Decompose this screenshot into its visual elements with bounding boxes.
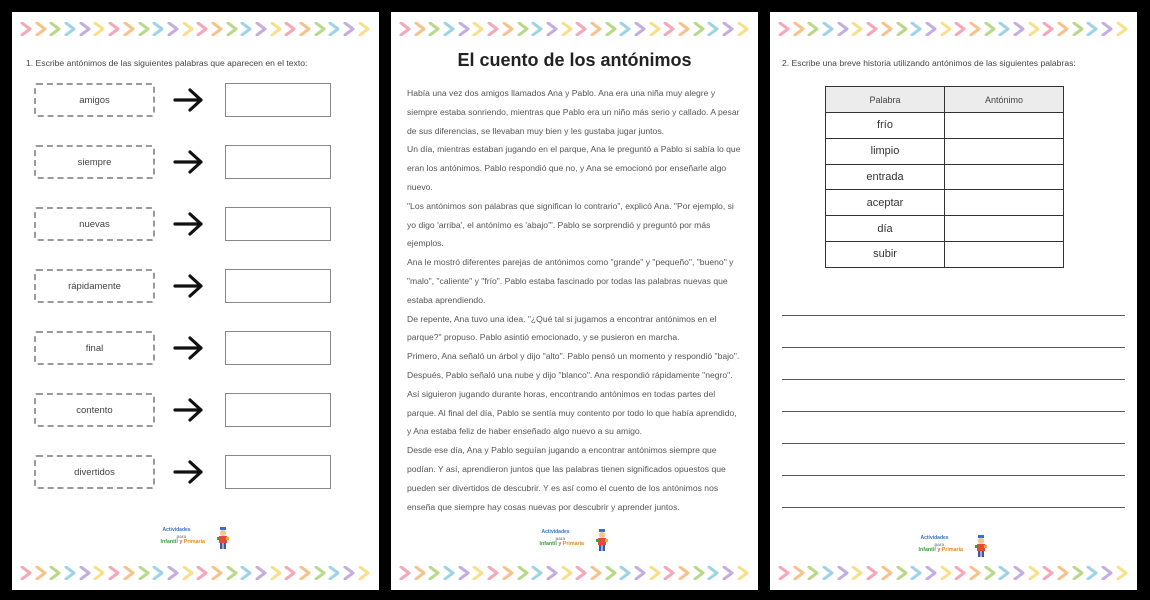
chevron-icon: [722, 566, 735, 580]
word-box: rápidamente: [34, 269, 155, 303]
arrow-right-icon: [172, 334, 206, 362]
antonym-row: [12, 331, 379, 365]
chevron-icon: [649, 566, 662, 580]
chevron-icon: [998, 22, 1011, 36]
word-cell: subir: [826, 241, 945, 267]
word-cell: entrada: [826, 164, 945, 190]
arrow-right-icon: [172, 458, 206, 486]
chevron-icon: [531, 566, 544, 580]
story-paragraph: Primero, Ana señaló un árbol y dijo "alto". Pablo pensó un momento y respondió "bajo". Después, Pablo señaló una nube y dijo "blanco". Ana respondió rápidamente "negro".: [407, 351, 740, 380]
table-header-word: Palabra: [826, 87, 945, 113]
chevron-icon: [851, 22, 864, 36]
chevron-icon: [881, 22, 894, 36]
chevron-icon: [866, 566, 879, 580]
chevron-icon: [590, 22, 603, 36]
school-logo: Actividades para Infantil y Primaria: [161, 526, 231, 552]
chevron-icon: [693, 566, 706, 580]
chevron-icon: [910, 22, 923, 36]
antonym-cell[interactable]: [945, 216, 1064, 242]
chevron-icon: [737, 22, 750, 36]
chevron-icon: [546, 566, 559, 580]
chevron-icon: [1028, 22, 1041, 36]
antonym-row: [12, 393, 379, 427]
chevron-icon: [152, 566, 165, 580]
chevron-icon: [358, 566, 371, 580]
chevron-icon: [1013, 22, 1026, 36]
chevron-icon: [984, 566, 997, 580]
arrow-right-icon: [172, 210, 206, 238]
writing-line[interactable]: [782, 411, 1125, 412]
chevron-icon: [807, 566, 820, 580]
chevron-icon: [969, 22, 982, 36]
chevron-icon: [793, 22, 806, 36]
chevron-icon: [458, 566, 471, 580]
chevron-icon: [414, 22, 427, 36]
chevron-icon: [1072, 566, 1085, 580]
chevron-icon: [49, 566, 62, 580]
page1-instruction: 1. Escribe antónimos de las siguientes palabras que aparecen en el texto:: [26, 58, 308, 68]
antonym-table: [825, 86, 1064, 268]
story-paragraph: Así siguieron jugando durante horas, encontrando antónimos en todas partes del parque. Al final del día, Pablo se sentía muy contento por todo lo que había aprendido, y Ana estaba feliz de haber enseñado algo nuevo a su amigo.: [407, 388, 737, 437]
chevron-icon: [35, 22, 48, 36]
chevron-icon: [314, 22, 327, 36]
chevron-icon: [123, 22, 136, 36]
chevron-icon: [1057, 566, 1070, 580]
word-cell: día: [826, 216, 945, 242]
chevron-icon: [707, 22, 720, 36]
chevron-icon: [79, 566, 92, 580]
chevron-icon: [561, 22, 574, 36]
chevron-icon: [1086, 566, 1099, 580]
chevron-icon: [284, 22, 297, 36]
chevron-icon: [358, 22, 371, 36]
chevron-icon: [793, 566, 806, 580]
antonym-cell[interactable]: [945, 164, 1064, 190]
story-paragraph: De repente, Ana tuvo una idea. "¿Qué tal si jugamos a encontrar antónimos en el parque?" propuso. Pablo asintió emocionado, y se pusieron en marcha.: [407, 313, 717, 343]
antonym-cell[interactable]: [945, 241, 1064, 267]
arrow-right-icon: [172, 272, 206, 300]
chevron-icon: [314, 566, 327, 580]
table-row: [826, 113, 1064, 139]
chevron-icon: [343, 22, 356, 36]
chevron-icon: [502, 22, 515, 36]
writing-line[interactable]: [782, 507, 1125, 508]
writing-line[interactable]: [782, 475, 1125, 476]
chevron-icon: [196, 566, 209, 580]
chevron-icon: [1057, 22, 1070, 36]
chevron-icon: [502, 566, 515, 580]
chevron-icon: [969, 566, 982, 580]
chevron-icon: [1072, 22, 1085, 36]
chevron-icon: [954, 22, 967, 36]
answer-box[interactable]: [225, 331, 331, 365]
word-box: contento: [34, 393, 155, 427]
chevron-icon: [925, 22, 938, 36]
chevron-icon: [517, 566, 530, 580]
chevron-icon: [138, 22, 151, 36]
chevron-icon: [575, 22, 588, 36]
antonym-row: [12, 455, 379, 489]
chevron-icon: [64, 22, 77, 36]
writing-line[interactable]: [782, 347, 1125, 348]
answer-box[interactable]: [225, 83, 331, 117]
chevron-icon: [910, 566, 923, 580]
chevron-icon: [1028, 566, 1041, 580]
chevron-icon: [399, 22, 412, 36]
writing-line[interactable]: [782, 379, 1125, 380]
chevron-icon: [487, 22, 500, 36]
answer-box[interactable]: [225, 207, 331, 241]
kid-mascot-icon: [215, 526, 231, 550]
chevron-icon: [255, 22, 268, 36]
chevron-border-top: [20, 22, 371, 36]
antonym-row: [12, 83, 379, 117]
story-paragraph: Ana le mostró diferentes parejas de antónimos como "grande" y "pequeño", "bueno" y "malo", "caliente" y "frío". Pablo estaba fascinado por todas las palabras nuevas que estaba aprendiendo.: [407, 257, 734, 305]
word-cell: aceptar: [826, 190, 945, 216]
chevron-icon: [737, 566, 750, 580]
chevron-icon: [925, 566, 938, 580]
chevron-icon: [299, 566, 312, 580]
answer-box[interactable]: [225, 269, 331, 303]
story-paragraph: "Los antónimos son palabras que significan lo contrario", explicó Ana. "Por ejemplo, si yo digo 'arriba', el antónimo es 'abajo'". Pablo se sorprendió y preguntó por más ejemplos.: [407, 200, 734, 249]
story-paragraph: Había una vez dos amigos llamados Ana y Pablo. Ana era una niña muy alegre y siempre estaba sonriendo, mientras que Pablo era un niño más serio y callado. A pesar de sus diferencias, se llevaban muy bien y les gustaba jugar juntos.: [407, 88, 740, 136]
chevron-icon: [182, 22, 195, 36]
chevron-icon: [722, 22, 735, 36]
worksheet-page-2: [391, 12, 758, 590]
chevron-icon: [837, 22, 850, 36]
chevron-icon: [851, 566, 864, 580]
chevron-icon: [226, 566, 239, 580]
chevron-icon: [299, 22, 312, 36]
chevron-icon: [954, 566, 967, 580]
table-row: [826, 164, 1064, 190]
chevron-icon: [196, 22, 209, 36]
chevron-icon: [108, 566, 121, 580]
word-box: amigos: [34, 83, 155, 117]
chevron-icon: [428, 22, 441, 36]
worksheet-page-3: [770, 12, 1137, 590]
chevron-icon: [678, 22, 691, 36]
chevron-icon: [605, 566, 618, 580]
chevron-icon: [634, 22, 647, 36]
word-cell: limpio: [826, 138, 945, 164]
chevron-icon: [64, 566, 77, 580]
chevron-icon: [79, 22, 92, 36]
chevron-icon: [240, 22, 253, 36]
chevron-icon: [663, 566, 676, 580]
chevron-icon: [399, 566, 412, 580]
chevron-icon: [20, 566, 33, 580]
chevron-icon: [663, 22, 676, 36]
chevron-icon: [1101, 22, 1114, 36]
chevron-icon: [984, 22, 997, 36]
worksheet-page-1: [12, 12, 379, 590]
chevron-icon: [108, 22, 121, 36]
word-box: divertidos: [34, 455, 155, 489]
chevron-icon: [1086, 22, 1099, 36]
story-paragraph: Un día, mientras estaban jugando en el parque, Ana le preguntó a Pablo si sabía lo que eran los antónimos. Pablo respondió que no, y Ana se emocionó por enseñarle algo nuevo.: [407, 144, 741, 192]
chevron-icon: [546, 22, 559, 36]
chevron-icon: [1013, 566, 1026, 580]
chevron-icon: [93, 22, 106, 36]
chevron-icon: [240, 566, 253, 580]
chevron-icon: [881, 566, 894, 580]
chevron-icon: [255, 566, 268, 580]
chevron-border-top: [778, 22, 1129, 36]
chevron-icon: [619, 566, 632, 580]
writing-line[interactable]: [782, 315, 1125, 316]
chevron-icon: [561, 566, 574, 580]
page3-instruction: 2. Escribe una breve historia utilizando antónimos de las siguientes palabras:: [782, 58, 1076, 68]
chevron-icon: [182, 566, 195, 580]
chevron-icon: [634, 566, 647, 580]
answer-box[interactable]: [225, 455, 331, 489]
chevron-icon: [226, 22, 239, 36]
chevron-icon: [49, 22, 62, 36]
chevron-icon: [152, 22, 165, 36]
chevron-icon: [678, 566, 691, 580]
chevron-icon: [270, 566, 283, 580]
table-row: [826, 190, 1064, 216]
word-box: nuevas: [34, 207, 155, 241]
story-title: El cuento de los antónimos: [457, 50, 692, 70]
antonym-cell[interactable]: [945, 113, 1064, 139]
chevron-icon: [807, 22, 820, 36]
antonym-row: [12, 145, 379, 179]
chevron-icon: [20, 22, 33, 36]
chevron-icon: [35, 566, 48, 580]
arrow-right-icon: [172, 396, 206, 424]
chevron-border-bottom: [778, 566, 1129, 580]
chevron-border-top: [399, 22, 750, 36]
table-row: [826, 216, 1064, 242]
antonym-cell[interactable]: [945, 138, 1064, 164]
table-row: [826, 138, 1064, 164]
antonym-row: [12, 207, 379, 241]
chevron-icon: [649, 22, 662, 36]
chevron-icon: [822, 22, 835, 36]
chevron-icon: [1042, 22, 1055, 36]
chevron-icon: [428, 566, 441, 580]
school-logo: Actividades para Infantil y Primaria: [919, 534, 989, 560]
chevron-icon: [778, 22, 791, 36]
chevron-icon: [1116, 566, 1129, 580]
chevron-icon: [123, 566, 136, 580]
school-logo: Actividades para Infantil y Primaria: [540, 528, 610, 554]
chevron-icon: [896, 22, 909, 36]
chevron-icon: [487, 566, 500, 580]
chevron-icon: [343, 566, 356, 580]
chevron-icon: [472, 22, 485, 36]
chevron-icon: [575, 566, 588, 580]
chevron-icon: [822, 566, 835, 580]
table-row: [826, 241, 1064, 267]
word-box: siempre: [34, 145, 155, 179]
chevron-border-bottom: [20, 566, 371, 580]
answer-box[interactable]: [225, 145, 331, 179]
chevron-icon: [443, 22, 456, 36]
chevron-icon: [619, 22, 632, 36]
table-header-antonym: Antónimo: [945, 87, 1064, 113]
answer-box[interactable]: [225, 393, 331, 427]
chevron-icon: [211, 22, 224, 36]
chevron-icon: [517, 22, 530, 36]
writing-line[interactable]: [782, 443, 1125, 444]
chevron-icon: [1042, 566, 1055, 580]
chevron-icon: [328, 566, 341, 580]
chevron-icon: [1101, 566, 1114, 580]
chevron-border-bottom: [399, 566, 750, 580]
antonym-row: [12, 269, 379, 303]
chevron-icon: [837, 566, 850, 580]
chevron-icon: [138, 566, 151, 580]
chevron-icon: [167, 22, 180, 36]
chevron-icon: [167, 566, 180, 580]
chevron-icon: [414, 566, 427, 580]
word-box: final: [34, 331, 155, 365]
chevron-icon: [778, 566, 791, 580]
story-paragraph: Desde ese día, Ana y Pablo seguían jugando a encontrar antónimos siempre que podían. Y así, aprendieron juntos que las palabras tienen significados opuestos que pueden ser divertidos de descubrir. Y es así como el cuento de los antónimos nos enseña que siempre hay cosas nuevas por descubrir y aprender juntos.: [407, 445, 726, 512]
chevron-icon: [270, 22, 283, 36]
kid-mascot-icon: [594, 528, 610, 552]
chevron-icon: [93, 566, 106, 580]
chevron-icon: [998, 566, 1011, 580]
chevron-icon: [472, 566, 485, 580]
chevron-icon: [211, 566, 224, 580]
word-cell: frío: [826, 113, 945, 139]
chevron-icon: [328, 22, 341, 36]
chevron-icon: [458, 22, 471, 36]
arrow-right-icon: [172, 148, 206, 176]
kid-mascot-icon: [973, 534, 989, 558]
chevron-icon: [707, 566, 720, 580]
arrow-right-icon: [172, 86, 206, 114]
chevron-icon: [284, 566, 297, 580]
chevron-icon: [531, 22, 544, 36]
chevron-icon: [896, 566, 909, 580]
antonym-cell[interactable]: [945, 190, 1064, 216]
chevron-icon: [693, 22, 706, 36]
chevron-icon: [443, 566, 456, 580]
chevron-icon: [866, 22, 879, 36]
chevron-icon: [605, 22, 618, 36]
story-text: [407, 84, 742, 516]
chevron-icon: [1116, 22, 1129, 36]
chevron-icon: [940, 566, 953, 580]
chevron-icon: [590, 566, 603, 580]
chevron-icon: [940, 22, 953, 36]
